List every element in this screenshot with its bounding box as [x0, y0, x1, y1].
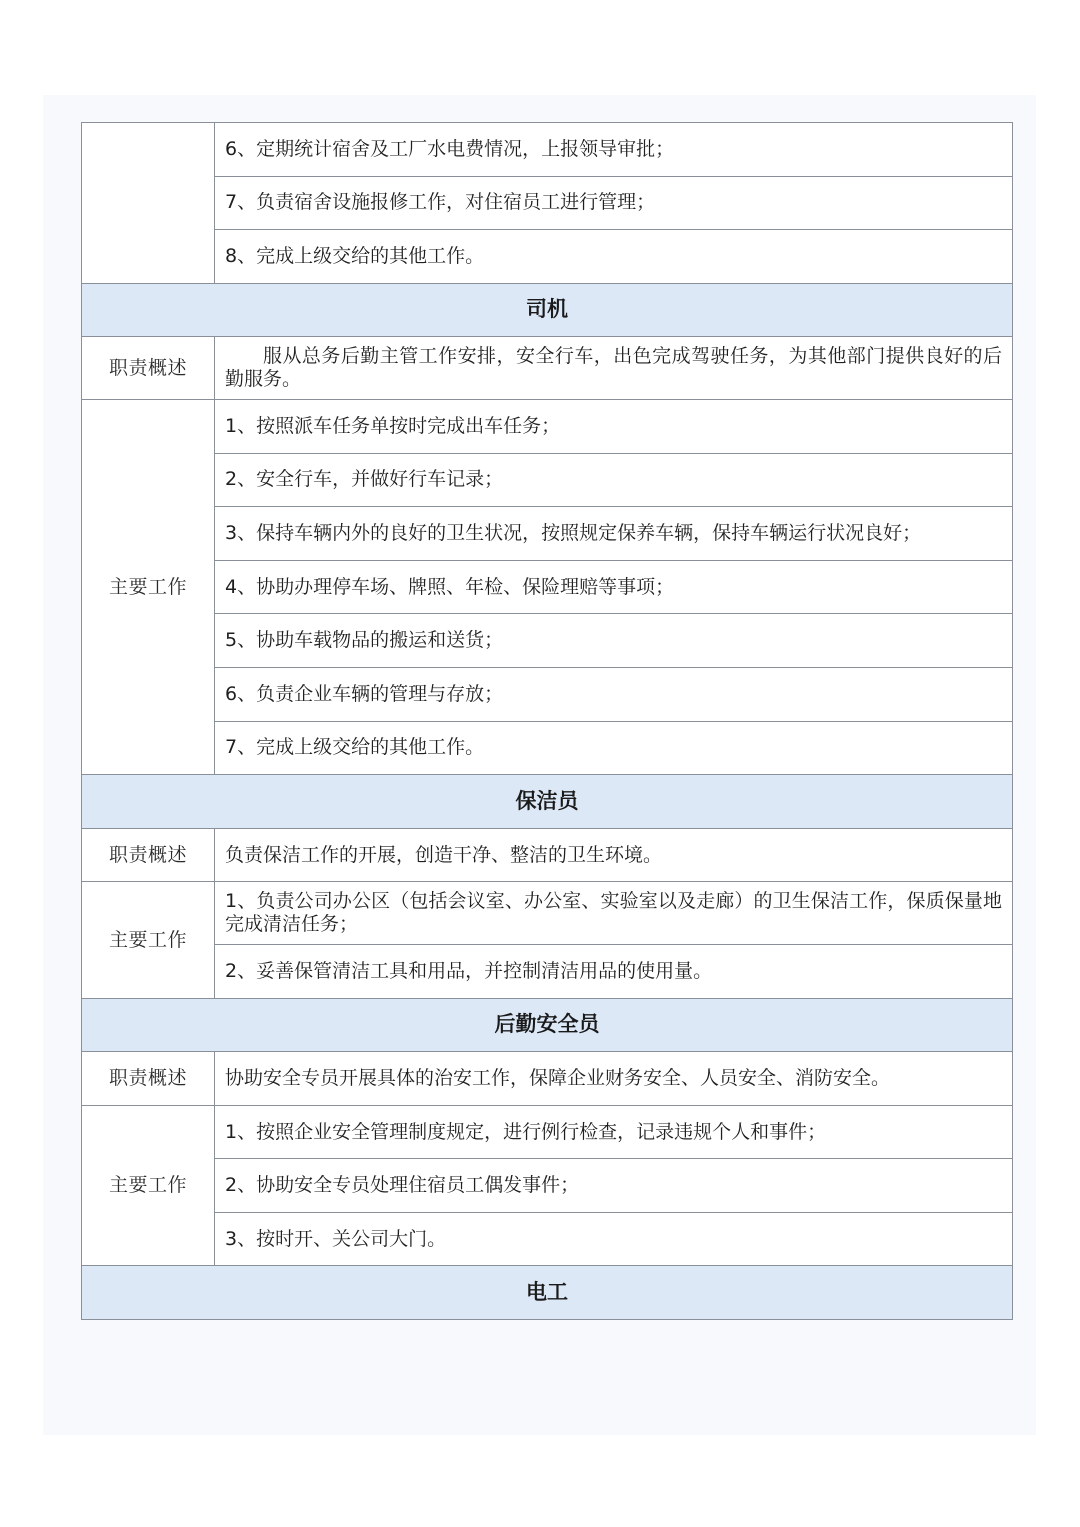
- overview-text: 负责保洁工作的开展，创造干净、整洁的卫生环境。: [215, 828, 1013, 882]
- section-title: 电工: [82, 1266, 1013, 1320]
- job-duties-table: [81, 122, 1013, 1320]
- duty-item: 2、妥善保管清洁工具和用品，并控制清洁用品的使用量。: [215, 944, 1013, 998]
- table-row: [82, 1052, 1013, 1106]
- overview-label: 职责概述: [82, 337, 215, 400]
- section-title: 后勤安全员: [82, 998, 1013, 1052]
- table-row: [82, 882, 1013, 945]
- duty-item: 3、按时开、关公司大门。: [215, 1212, 1013, 1266]
- table-row: [82, 667, 1013, 721]
- table-row: [82, 230, 1013, 284]
- overview-text: 协助安全专员开展具体的治安工作，保障企业财务安全、人员安全、消防安全。: [215, 1052, 1013, 1106]
- table-row: [82, 337, 1013, 400]
- overview-label: 职责概述: [82, 828, 215, 882]
- table-row: [82, 453, 1013, 507]
- table-row: [82, 123, 1013, 177]
- main-work-label: 主要工作: [82, 1105, 215, 1266]
- duty-item: 4、协助办理停车场、牌照、年检、保险理赔等事项；: [215, 560, 1013, 614]
- section-header-driver: [82, 283, 1013, 337]
- duty-item: 7、完成上级交给的其他工作。: [215, 721, 1013, 775]
- duty-item: 3、保持车辆内外的良好的卫生状况，按照规定保养车辆，保持车辆运行状况良好；: [215, 507, 1013, 561]
- section-header-security: [82, 998, 1013, 1052]
- table-row: [82, 614, 1013, 668]
- table-row: [82, 944, 1013, 998]
- table-row: [82, 1105, 1013, 1159]
- duty-item: 6、定期统计宿舍及工厂水电费情况，上报领导审批；: [215, 123, 1013, 177]
- table-row: [82, 721, 1013, 775]
- table-row: [82, 1212, 1013, 1266]
- duty-item: 5、协助车载物品的搬运和送货；: [215, 614, 1013, 668]
- section-title: 保洁员: [82, 775, 1013, 829]
- overview-text: 服从总务后勤主管工作安排，安全行车，出色完成驾驶任务，为其他部门提供良好的后勤服务。: [215, 337, 1013, 400]
- table-row: [82, 399, 1013, 453]
- empty-label-cell: [82, 123, 215, 284]
- section-title: 司机: [82, 283, 1013, 337]
- overview-label: 职责概述: [82, 1052, 215, 1106]
- section-header-electrician: [82, 1266, 1013, 1320]
- duty-item: 6、负责企业车辆的管理与存放；: [215, 667, 1013, 721]
- main-work-label: 主要工作: [82, 399, 215, 774]
- table-row: [82, 828, 1013, 882]
- table-row: [82, 507, 1013, 561]
- duty-item: 2、协助安全专员处理住宿员工偶发事件；: [215, 1159, 1013, 1213]
- main-work-label: 主要工作: [82, 882, 215, 998]
- duty-item: 1、按照派车任务单按时完成出车任务；: [215, 399, 1013, 453]
- duty-item: 1、负责公司办公区（包括会议室、办公室、实验室以及走廊）的卫生保洁工作，保质保量地完成清洁任务；: [215, 882, 1013, 945]
- section-header-cleaner: [82, 775, 1013, 829]
- table-row: [82, 560, 1013, 614]
- duty-item: 8、完成上级交给的其他工作。: [215, 230, 1013, 284]
- table-row: [82, 176, 1013, 230]
- table-row: [82, 1159, 1013, 1213]
- duty-item: 2、安全行车，并做好行车记录；: [215, 453, 1013, 507]
- duty-item: 7、负责宿舍设施报修工作，对住宿员工进行管理；: [215, 176, 1013, 230]
- duty-item: 1、按照企业安全管理制度规定，进行例行检查，记录违规个人和事件；: [215, 1105, 1013, 1159]
